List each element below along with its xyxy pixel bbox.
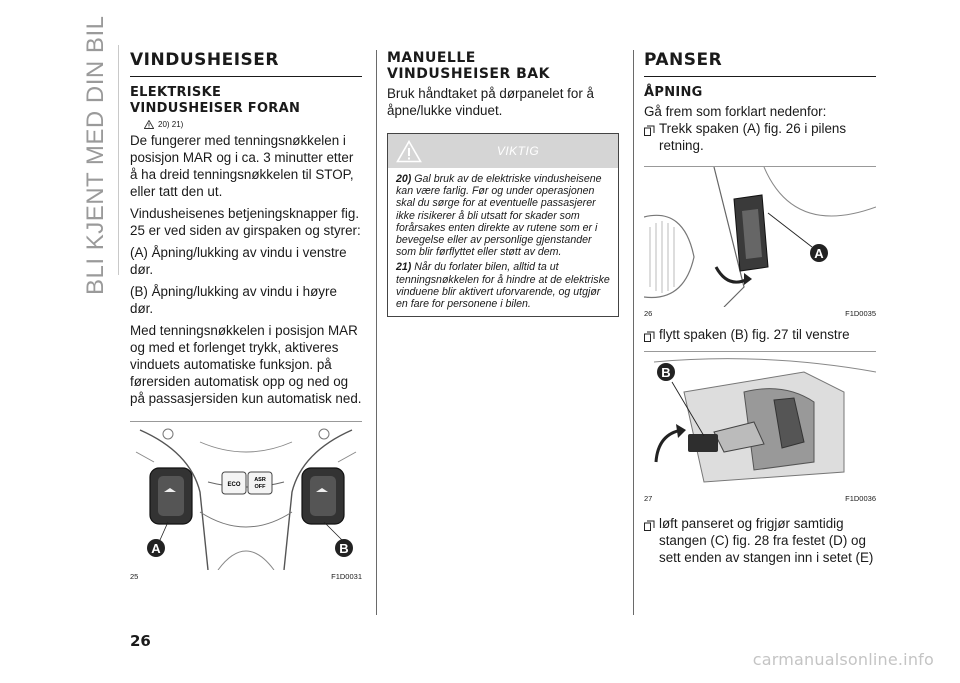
step-icon [644,329,655,340]
figure-number: 27 [644,494,653,503]
heading-rule [130,76,362,77]
callout-b-label: B [339,541,349,556]
page-number: 26 [130,632,151,650]
callout-a-label: A [814,246,824,261]
column-bonnet [644,50,876,566]
paragraph: (B) Åpning/lukking av vindu i høyre dør. [130,284,337,316]
side-tab [74,15,114,300]
asr-button-label: ASR [254,477,266,483]
step-item [644,326,876,343]
step-text: flytt spaken (B) fig. 27 til venstre [659,327,850,342]
note-21 [396,261,610,310]
paragraph: (A) Åpning/lukking av vindu i venstre dør. [130,245,347,277]
callout-b-label: B [661,365,671,380]
figure-26 [644,166,876,318]
step-item [644,120,876,154]
figure-caption [644,309,876,318]
paragraph: Vindusheisenes betjeningsknapper fig. 25 er ved siden av girspaken og styrer: [130,206,361,238]
heading-rule [644,76,876,77]
important-header [388,134,618,168]
step-text: løft panseret og frigjør samtidig stangen (C) fig. 28 fra festet (D) og sett enden av stangen inn i setet (E) [659,516,874,565]
side-divider [118,45,119,275]
subheading-apning: ÅPNING [644,85,703,100]
section-heading-vindusheiser: VINDUSHEISER [130,50,279,70]
subheading-line2: VINDUSHEISER FORAN [130,101,301,116]
warning-triangle-icon [144,120,154,129]
figure-number: 26 [644,309,653,318]
paragraph: Gå frem som forklart nedenfor: [644,104,827,119]
figure-code: F1D0031 [331,572,362,581]
paragraph: Bruk håndtaket på dørpanelet for å åpne/lukke vinduet. [387,86,594,118]
section-heading-line2: VINDUSHEISER BAK [387,66,550,82]
subheading-line1: ELEKTRISKE [130,85,222,100]
step-icon [644,518,655,529]
paragraph: Med tenningsnøkkelen i posisjon MAR og med et forlenget trykk, aktiveres vinduets automatiske funksjon. på førersiden automatisk opp og ned og på passasjersiden kun automatisk ned. [130,323,362,406]
note-number: 21) [396,261,412,274]
figure-25 [130,421,362,581]
important-title: VIKTIG [496,144,540,158]
column-divider-2 [633,50,634,615]
section-heading-panser: PANSER [644,50,723,70]
step-icon [644,123,655,134]
side-tab-text: BLI KJENT MED DIN BIL [82,15,109,295]
note-text: Når du forlater bilen, alltid ta ut tenningsnøkkelen for å hindre at de elektriske vinduene blir aktivert uforvarende, og utgjør en fare for personene i bilen. [396,261,610,311]
column-window-lifts-front [130,50,362,581]
figure-27 [644,351,876,503]
figure-code: F1D0036 [845,494,876,503]
figure-code: F1D0035 [845,309,876,318]
bonnet-lever-illustration [644,167,876,307]
callout-a-label: A [151,541,161,556]
important-body [388,168,618,316]
important-box [387,133,619,317]
step-text: Trekk spaken (A) fig. 26 i pilens retning. [659,121,847,153]
figure-caption [644,494,876,503]
figure-caption [130,572,362,581]
window-switch-illustration [130,422,362,570]
asr-off-button-label: OFF [254,484,266,490]
refs-text: 20) 21) [158,120,184,129]
column-window-lifts-rear [387,50,619,317]
eco-button-label: ECO [227,482,241,488]
bonnet-catch-illustration [644,352,876,492]
step-item [644,515,876,566]
warning-refs [144,120,362,129]
figure-number: 25 [130,572,139,581]
note-20 [396,173,610,258]
paragraph: De fungerer med tenningsnøkkelen i posisjon MAR og i ca. 3 minutter etter å ha dreid tenningsnøkkelen til STOP, eller tatt den ut. [130,133,354,199]
section-heading-line1: MANUELLE [387,50,476,66]
watermark: carmanualsonline.info [752,650,934,669]
warning-triangle-icon [396,140,422,163]
note-number: 20) [396,173,412,185]
note-text: Gal bruk av de elektriske vindusheisene kan være farlig. Før og under operasjonen skal du sørge for at eventuelle passasjerer ikke risikerer å bli utsatt for skader som forårsakes enten direkte av rutene som er i bevegelse eller av personlige gjenstander som blir førflyttet eller støtt av dem. [396,173,602,259]
column-divider-1 [376,50,377,615]
